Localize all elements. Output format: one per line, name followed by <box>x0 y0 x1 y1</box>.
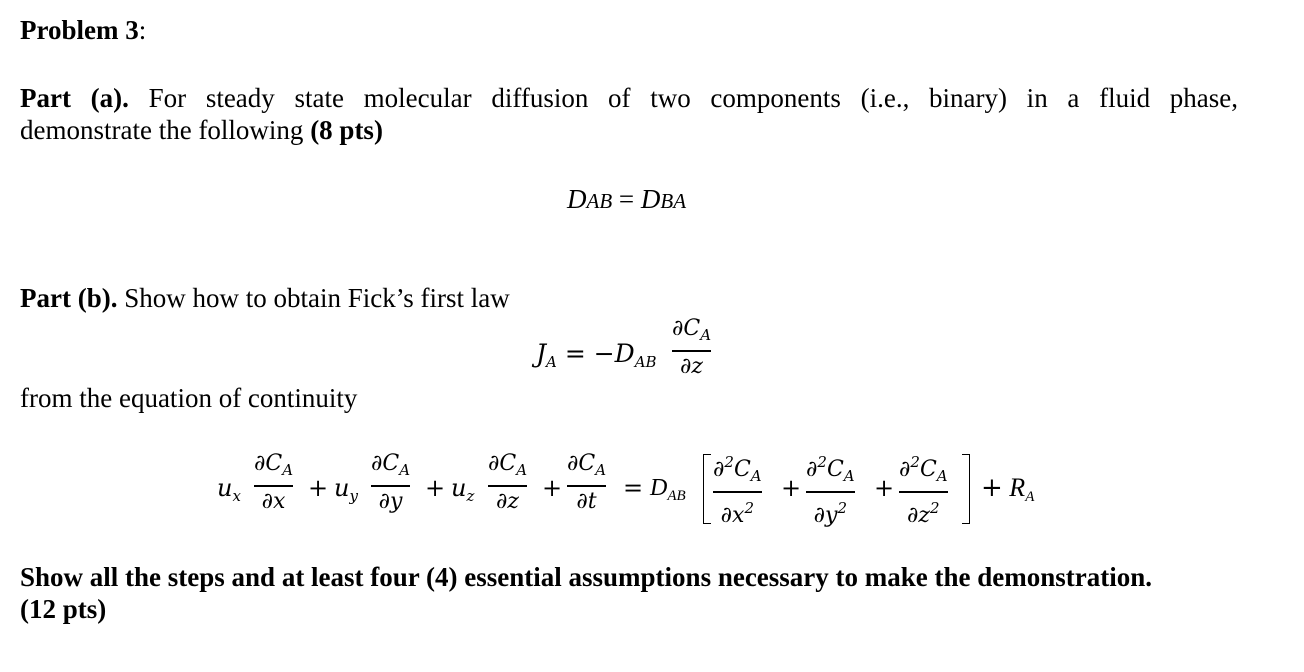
cont-frac-t: $\partial C_A$ ∂t <box>567 451 607 514</box>
part-b-text: Show how to obtain Fick’s first law <box>124 283 510 313</box>
problem-title-colon: : <box>138 15 147 45</box>
cont-plus-5: + <box>874 474 895 502</box>
fick-denominator: ∂z <box>680 353 704 379</box>
part-a-text-line1: For steady state molecular diffusion of two components (i.e., binary) in a fluid phase, <box>148 83 1238 113</box>
cont-ux: $u_x$ <box>217 474 241 505</box>
cont-plus-2: + <box>425 474 446 502</box>
cont-frac-yy: $\partial^2C_A$ $\partial y^2$ <box>806 453 855 528</box>
cont-equals: = <box>623 474 644 502</box>
closing-points: (12 pts) <box>20 594 107 624</box>
cont-uz: $u_z$ <box>451 474 475 505</box>
eq1-lhs-symbol: D <box>567 184 587 214</box>
part-a-paragraph-line1 <box>20 82 1238 114</box>
cont-frac-x: $\partial C_A$ ∂x <box>254 451 294 514</box>
part-a-points: (8 pts) <box>310 115 383 145</box>
problem-title-label: Problem 3 <box>20 15 139 45</box>
cont-uy: $u_y$ <box>334 474 358 505</box>
fick-lhs: $J_A = -D_{AB}$ <box>536 339 657 371</box>
cont-bracket-right <box>962 454 970 524</box>
cont-plus-1: + <box>308 474 329 502</box>
eq1-lhs-sub: AB <box>586 189 613 213</box>
cont-plus-3: + <box>542 474 563 502</box>
equation-dab-equals-dba <box>567 183 686 217</box>
fick-fraction <box>672 316 711 380</box>
part-b-label: Part (b). <box>20 283 118 313</box>
fick-fraction-bar <box>672 350 711 352</box>
part-a-paragraph-line2 <box>20 114 383 146</box>
part-b-paragraph <box>20 282 510 314</box>
cont-frac-xx: $\partial^2C_A$ $\partial x^2$ <box>713 453 762 528</box>
eq1-rhs-symbol: D <box>640 184 661 214</box>
cont-reaction-term: + $R_A$ <box>981 473 1035 505</box>
closing-instruction: Show all the steps and at least four (4) essential assumptions necessary to make the demonstration. <box>20 562 1153 592</box>
eq1-rhs-sub: BA <box>660 189 687 213</box>
fick-numerator: $\partial C_A$ <box>672 316 712 344</box>
cont-dab: $D_{AB}$ <box>650 475 686 504</box>
problem-title <box>20 14 146 46</box>
cont-bracket-left <box>703 454 711 524</box>
cont-frac-z: $\partial C_A$ ∂z <box>488 451 528 514</box>
from-continuity-text: from the equation of continuity <box>20 383 358 413</box>
part-a-text-line2: demonstrate the following <box>20 115 304 145</box>
cont-plus-4: + <box>781 474 802 502</box>
part-a-label: Part (a). <box>20 83 129 113</box>
cont-frac-y: $\partial C_A$ ∂y <box>371 451 411 514</box>
cont-frac-zz: $\partial^2C_A$ $\partial z^2$ <box>899 453 948 528</box>
eq1-equals: = <box>618 184 635 214</box>
